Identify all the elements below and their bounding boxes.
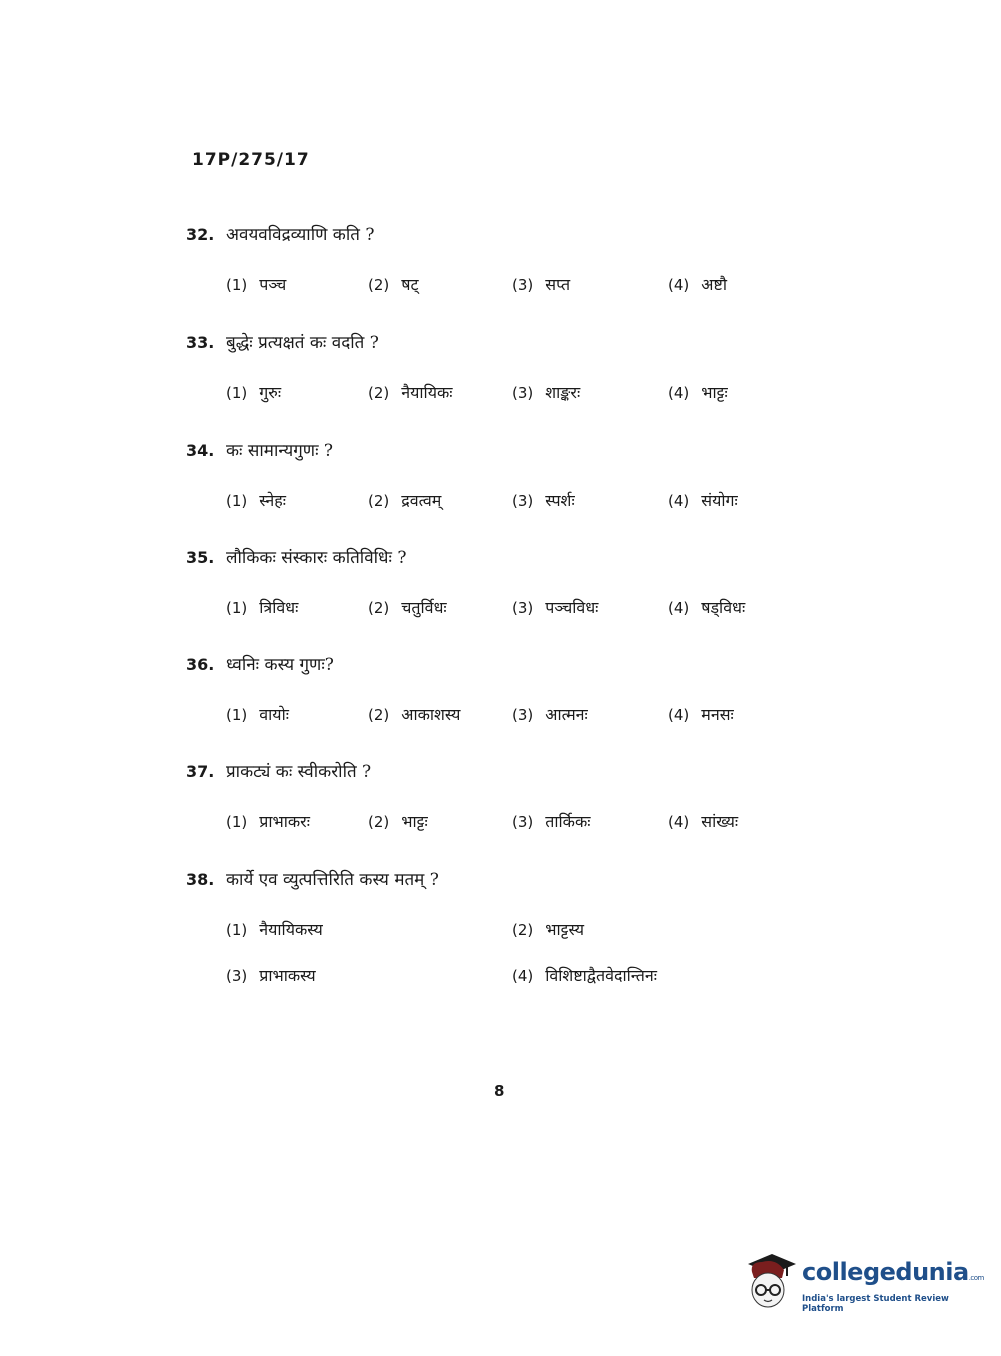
option-2: (2) भाट्टः <box>368 812 428 831</box>
option-4: (4) भाट्टः <box>668 383 728 402</box>
option-1: (1) वायोः <box>226 705 289 724</box>
option-2: (2) षट् <box>368 275 419 294</box>
option-3: (3) पञ्चविधः <box>512 598 599 617</box>
question-36 <box>186 650 806 730</box>
logo-tagline: India's largest Student Review Platform <box>802 1294 949 1314</box>
question-number: 37. <box>186 762 215 781</box>
option-2: (2) द्रवत्वम् <box>368 491 442 510</box>
question-35 <box>186 543 806 623</box>
option-3: (3) आत्मनः <box>512 705 588 724</box>
option-1: (1) त्रिविधः <box>226 598 299 617</box>
question-number: 38. <box>186 870 215 889</box>
option-3: (3) प्राभाकस्य <box>226 966 316 985</box>
option-1: (1) स्नेहः <box>226 491 286 510</box>
question-paper-code: 17P/275/17 <box>192 150 310 170</box>
question-number: 32. <box>186 225 215 244</box>
option-4: (4) षड्विधः <box>668 598 746 617</box>
option-3: (3) सप्त <box>512 275 571 294</box>
question-number: 35. <box>186 548 215 567</box>
question-text: कः सामान्यगुणः ? <box>226 441 334 461</box>
option-1: (1) प्राभाकरः <box>226 812 310 831</box>
question-text: लौकिकः संस्कारः कतिविधिः ? <box>226 548 407 568</box>
question-32 <box>186 220 806 300</box>
question-number: 33. <box>186 333 215 352</box>
option-2: (2) आकाशस्य <box>368 705 461 724</box>
option-3: (3) शाङ्करः <box>512 383 581 402</box>
option-4: (4) संयोगः <box>668 491 738 510</box>
option-1: (1) नैयायिकस्य <box>226 920 323 939</box>
question-number: 36. <box>186 655 215 674</box>
page-number: 8 <box>494 1082 505 1100</box>
option-4: (4) सांख्यः <box>668 812 739 831</box>
question-33 <box>186 328 806 408</box>
option-4: (4) अष्टौ <box>668 275 727 294</box>
option-1: (1) पञ्च <box>226 275 287 294</box>
option-4: (4) मनसः <box>668 705 734 724</box>
option-2: (2) नैयायिकः <box>368 383 453 402</box>
question-text: बुद्धेः प्रत्यक्षतं कः वदति ? <box>226 333 379 353</box>
option-2: (2) भाट्टस्य <box>512 920 584 939</box>
question-34 <box>186 436 806 516</box>
option-3: (3) तार्किकः <box>512 812 591 831</box>
option-2: (2) चतुर्विधः <box>368 598 447 617</box>
option-4: (4) विशिष्टाद्वैतवेदान्तिनः <box>512 966 657 985</box>
question-text: ध्वनिः कस्य गुणः? <box>226 655 334 675</box>
question-text: कार्ये एव व्युत्पत्तिरिति कस्य मतम् ? <box>226 870 439 890</box>
question-37 <box>186 757 806 837</box>
option-1: (1) गुरुः <box>226 383 282 402</box>
question-38 <box>186 865 806 991</box>
collegedunia-logo <box>742 1250 984 1316</box>
question-text: प्राकट्यं कः स्वीकरोति ? <box>226 762 372 782</box>
question-text: अवयवविद्रव्याणि कति ? <box>226 225 375 245</box>
logo-wordmark: collegedunia.com <box>802 1258 984 1286</box>
student-mascot-icon <box>742 1250 798 1310</box>
option-3: (3) स्पर्शः <box>512 491 575 510</box>
question-number: 34. <box>186 441 215 460</box>
